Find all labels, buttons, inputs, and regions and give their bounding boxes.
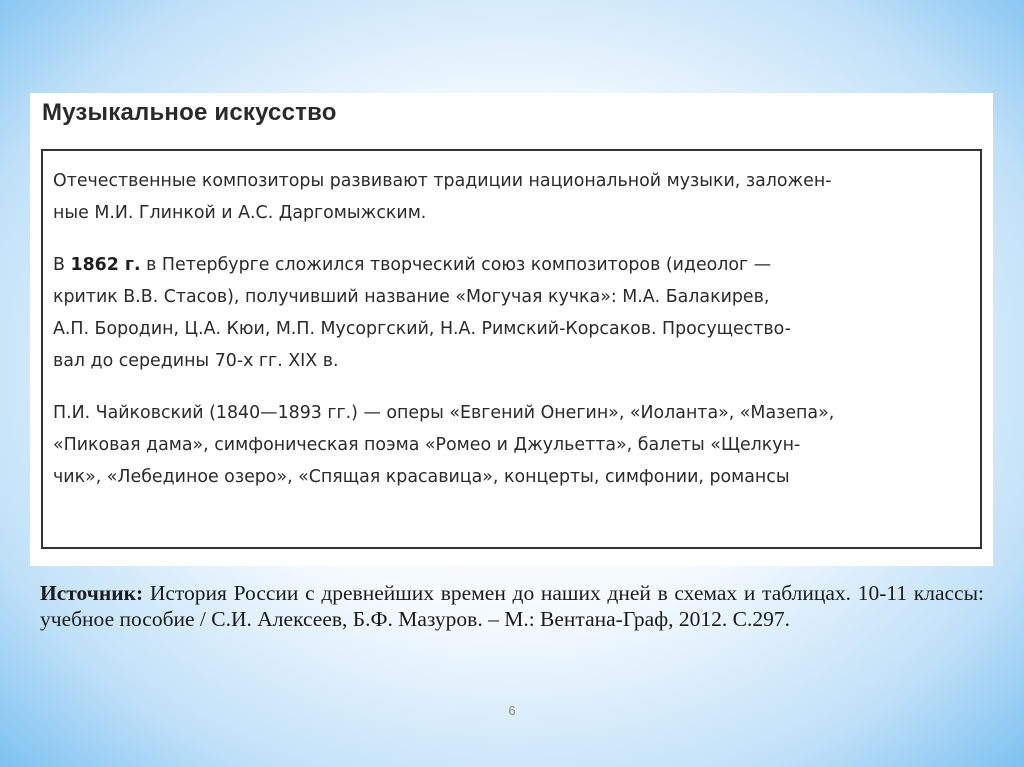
paragraph-line: А.П. Бородин, Ц.А. Кюи, М.П. Мусоргский, Н.А. Римский-Корсаков. Просуществo- [53,319,791,339]
paragraph-line: вал до середины 70-х гг. XIX в. [53,351,339,371]
paragraph-line: «Пиковая дама», симфоническая поэма «Ромео и Джульетта», балеты «Щелкун- [53,435,801,455]
framed-text-box [41,149,982,549]
paragraph-line: чик», «Лебединое озеро», «Спящая красавица», концерты, симфонии, романсы [53,467,790,487]
scanned-textbook-excerpt [30,93,993,566]
paragraph-mighty-handful [53,249,970,377]
paragraph-tchaikovsky [53,397,970,493]
paragraph-line: критик В.В. Стасов), получивший название «Могучая кучка»: М.А. Балакирев, [53,287,770,307]
paragraph-line: ные М.И. Глинкой и А.С. Даргомыжским. [53,203,427,223]
page-number: 6 [508,703,516,718]
paragraph-lead: В [53,255,71,275]
source-text: История России с древнейших времен до наших дней в схемах и таблицах. 10-11 классы: учебное пособие / С.И. Алексеев, Б.Ф. Мазуров. – М.: Вентана-Граф, 2012. С.297. [40,581,984,631]
year-highlight: 1862 г. [70,255,141,275]
source-label: Источник: [40,581,144,605]
section-title: Музыкальное искусство [42,99,337,126]
paragraph-line: П.И. Чайковский (1840—1893 гг.) — оперы «Евгений Онегин», «Иоланта», «Мазепа», [53,403,835,423]
paragraph-composers [53,165,970,229]
source-citation [40,580,984,632]
paragraph-line: Отечественные композиторы развивают традиции национальной музыки, заложен- [53,171,832,191]
paragraph-line: в Петербурге сложился творческий союз композиторов (идеолог — [140,255,772,275]
